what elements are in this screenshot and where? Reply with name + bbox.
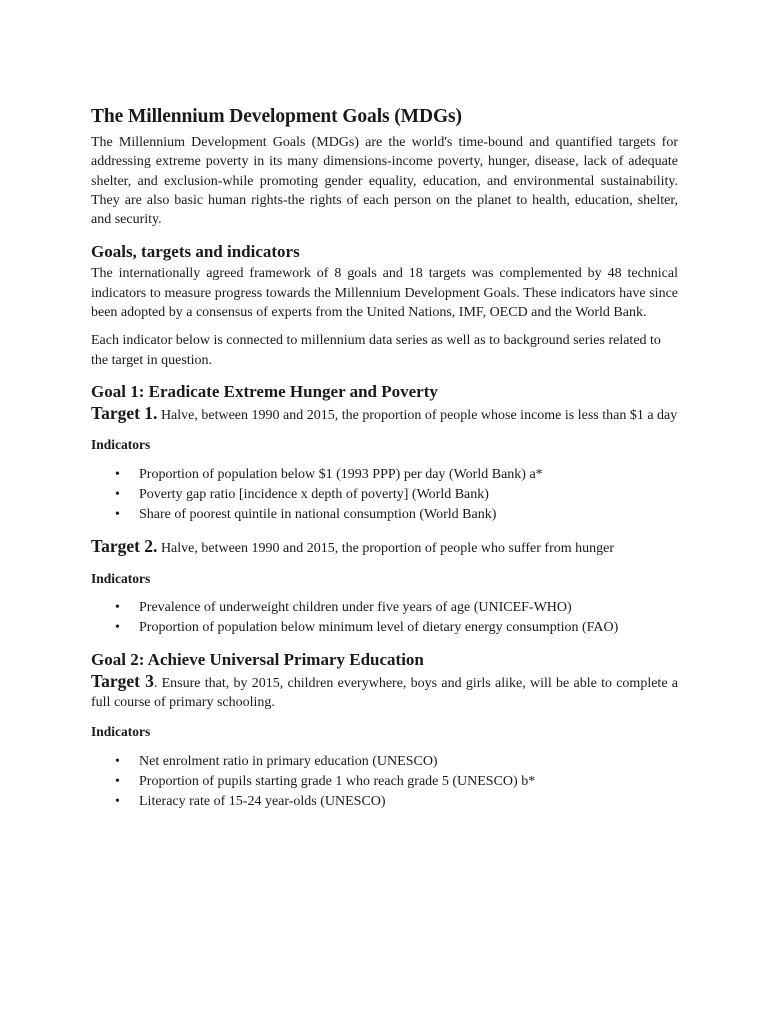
target-1-label: Target 1. xyxy=(91,402,158,423)
indicators-label: Indicators xyxy=(91,570,151,586)
target-3-indicator-list xyxy=(91,752,678,812)
list-item: • Proportion of population below minimum level of dietary energy consumption (FAO) xyxy=(91,618,678,638)
document-page xyxy=(91,104,678,812)
list-item: • Proportion of pupils starting grade 1 who reach grade 5 (UNESCO) b* xyxy=(91,772,678,792)
target-1-text: Halve, between 1990 and 2015, the proportion of people whose income is less than $1 a day xyxy=(157,407,678,423)
indicators-label: Indicators xyxy=(91,724,151,740)
section-heading-goals-targets-indicators: Goals, targets and indicators xyxy=(91,242,300,262)
target-1-paragraph xyxy=(91,404,678,425)
indicators-label: Indicators xyxy=(91,437,151,453)
intro-paragraph: The Millennium Development Goals (MDGs) are the world's time-bound and quantified targets for addressing extreme poverty in its many dimensions-income poverty, hunger, disease, lack of adequate shelter, and exclusion-while promoting gender equality, education, and environmental sustainability. They are also basic human rights-the rights of each person on the planet to health, education, shelter, and security. xyxy=(91,135,678,228)
target-1-indicator-list xyxy=(91,465,678,525)
target-3-label: Target 3 xyxy=(91,670,154,691)
target-2-label: Target 2. xyxy=(91,536,158,557)
goal-1-heading: Goal 1: Eradicate Extreme Hunger and Poverty xyxy=(91,381,438,401)
target-2-indicator-list xyxy=(91,598,678,638)
list-item: • Share of poorest quintile in national consumption (World Bank) xyxy=(91,505,678,525)
framework-paragraph: The internationally agreed framework of 8 goals and 18 targets was complemented by 48 technical indicators to measure progress towards the Millennium Development Goals. These indicators have since been adopted by a consensus of experts from the United Nations, IMF, OECD and the World Bank. xyxy=(91,266,678,321)
target-2-text: Halve, between 1990 and 2015, the proportion of people who suffer from hunger xyxy=(157,541,615,557)
list-item: • Poverty gap ratio [incidence x depth of poverty] (World Bank) xyxy=(91,485,678,505)
goal-2-heading: Goal 2: Achieve Universal Primary Education xyxy=(91,649,424,669)
connection-paragraph: Each indicator below is connected to millennium data series as well as to background series related to the target in question. xyxy=(91,333,661,368)
document-title: The Millennium Development Goals (MDGs) xyxy=(91,106,462,127)
list-item: • Literacy rate of 15-24 year-olds (UNESCO) xyxy=(91,792,678,812)
target-3-paragraph xyxy=(91,672,678,713)
list-item: • Proportion of population below $1 (1993 PPP) per day (World Bank) a* xyxy=(91,465,678,485)
target-3-text: . Ensure that, by 2015, children everywhere, boys and girls alike, will be able to complete a full course of primary schooling. xyxy=(91,675,679,710)
list-item: • Net enrolment ratio in primary education (UNESCO) xyxy=(91,752,678,772)
target-2-paragraph xyxy=(91,537,678,558)
list-item: • Prevalence of underweight children under five years of age (UNICEF-WHO) xyxy=(91,598,678,618)
